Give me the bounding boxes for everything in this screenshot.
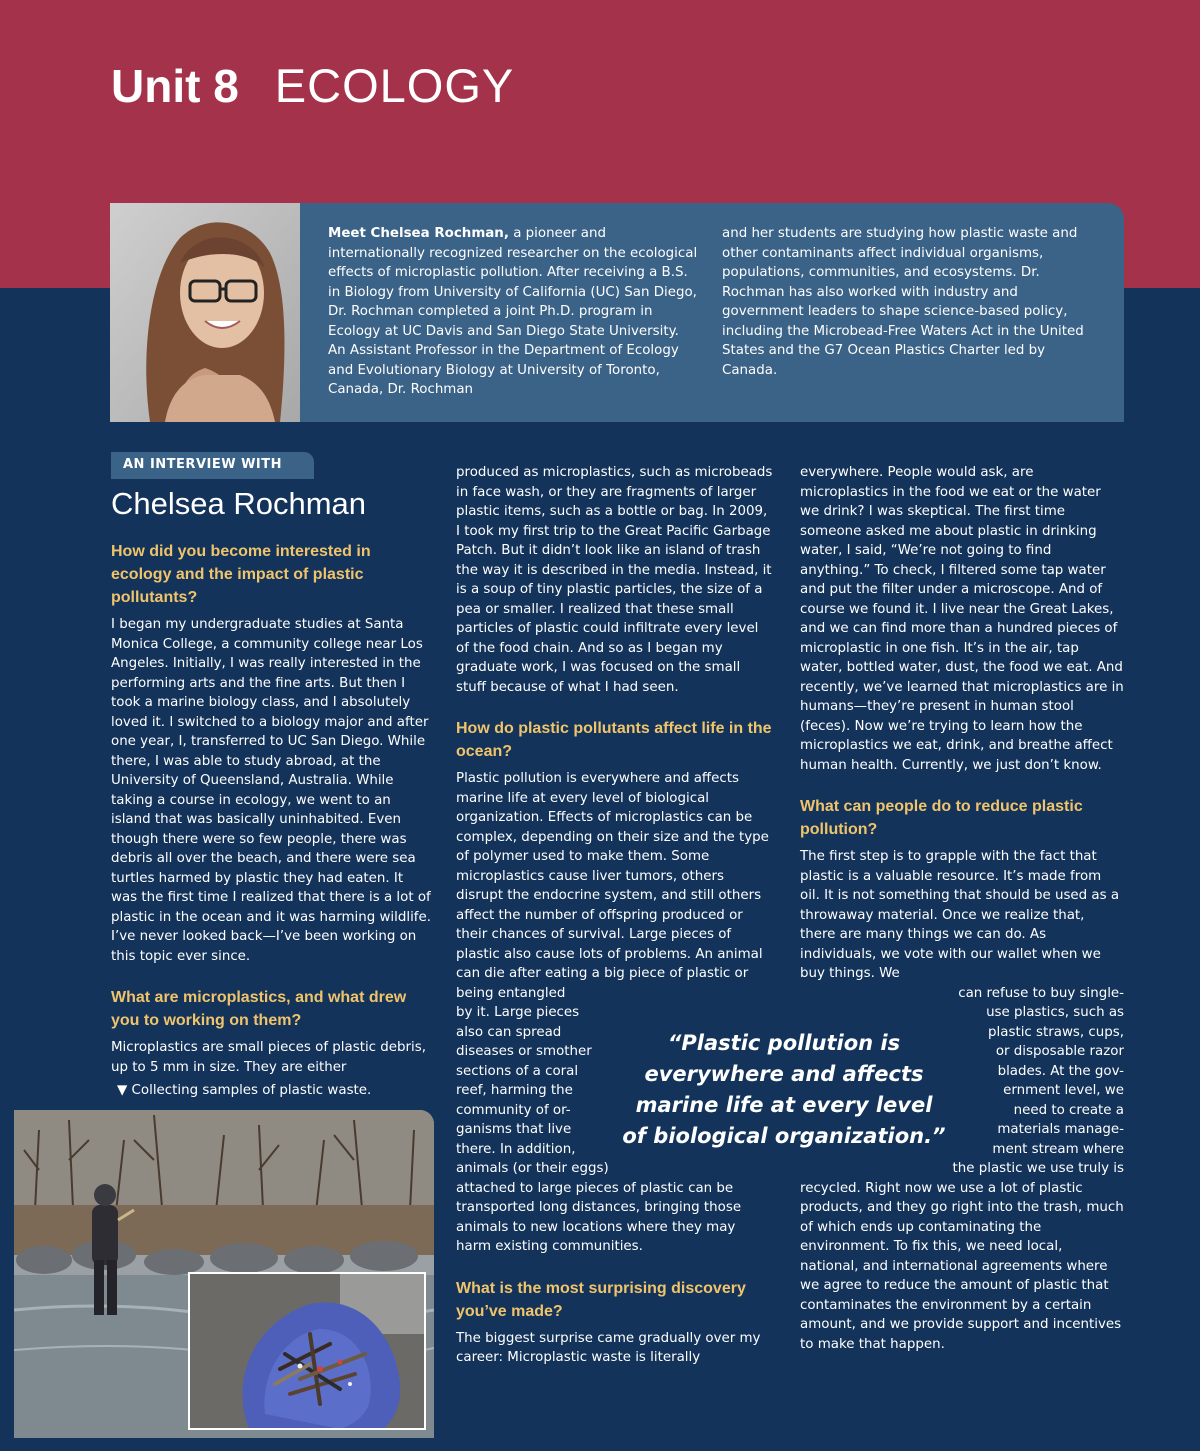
answer-2-part-1: Microplastics are small pieces of plastic debris, up to 5 mm in size. They are either bbox=[111, 1040, 426, 1075]
answer-3-wrap-line: reef, harming the bbox=[456, 1083, 573, 1098]
answer-3-wrap-line: sections of a coral bbox=[456, 1063, 579, 1079]
answer-5-wrap-line: plastic straws, cups, bbox=[988, 1024, 1124, 1040]
photo-caption: ▼ Collecting samples of plastic waste. bbox=[117, 1083, 372, 1098]
unit-name: ECOLOGY bbox=[274, 59, 515, 112]
answer-5-wrap-line: use plastics, such as bbox=[986, 1005, 1124, 1020]
bio-panel bbox=[110, 203, 1124, 422]
bio-text-column-1 bbox=[328, 224, 700, 400]
answer-3-wrap-line: by it. Large pieces bbox=[456, 1005, 580, 1020]
answer-4-part-1: The biggest surprise came gradually over my career: Microplastic waste is literally bbox=[456, 1330, 761, 1365]
question-2: What are microplastics, and what drew you to working on them? bbox=[111, 989, 407, 1029]
answer-1: I began my undergraduate studies at Santa Monica College, a community college near Los Angeles. Initially, I was really interested in the performing arts and the fine arts. But then I took a marine biology class, and I absolutely loved it. I switched to a biology major and after one year, I, transferred to UC San Diego. While there, I was able to study abroad, at the University of Queensland, Australia. While taking a course in ecology, we went to an island that was basically uninhabited. Even though there were so few people, there was debris all over the beach, and there were sea turtles harmed by plastic they had eaten. It was the first time I realized that there is a lot of plastic in the ocean and it was harming wildlife. I’ve never looked back—I’ve been working on this topic ever since. bbox=[111, 617, 432, 964]
bio-text-1: a pioneer and internationally recognized researcher on the ecological effects of microplastic pollution. After receiving a B.S. in Biology from University of California (UC) San Diego, Dr. Rochman completed a joint Ph.D. program in Ecology at UC Davis and San Diego State University. An Assistant Professor in the Department of Ecology and Evolutionary Biology at University of Toronto, Canada, Dr. Rochman bbox=[328, 226, 698, 397]
answer-5-wrap-line: can refuse to buy single- bbox=[958, 985, 1124, 1001]
answer-3-wrap-line: ganisms that live bbox=[456, 1122, 572, 1137]
question-3: How do plastic pollutants affect life in the ocean? bbox=[456, 720, 772, 760]
answer-3-wrap-line: also can spread bbox=[456, 1024, 562, 1040]
answer-5-wrap-line: ernment level, we bbox=[1003, 1083, 1124, 1098]
text-column-3 bbox=[800, 463, 1124, 1354]
answer-5-wrap-line: or disposable razor bbox=[995, 1044, 1124, 1059]
pull-quote: “Plastic pollution is everywhere and affects marine life at every level of biological organization.” bbox=[622, 1031, 946, 1148]
answer-2-part-2: produced as microplastics, such as microbeads in face wash, or they are fragments of larger plastic items, such as a bottle or bag. In 2009, I took my first trip to the Great Pacific Garbage Patch. But it didn’t look like an island of trash the way it is described in the media. Instead, it is a soup of tiny plastic particles, the size of a pea or smaller. I realized that these small particles of plastic could infiltrate every level of the food chain. And so as I began my graduate work, I was focused on the small stuff because of what I had seen. bbox=[456, 465, 773, 695]
unit-title bbox=[111, 58, 514, 113]
bio-lead: Meet Chelsea Rochman, bbox=[328, 226, 509, 241]
answer-4-part-2: everywhere. People would ask, are microplastics in the food we eat or the water we drink? I was skeptical. The first time someone asked me about plastic in drinking water, I said, “We’re not going to find anything.” To check, I filtered some tap water and put the filter under a microscope. And of course we found it. I live near the Great Lakes, and we can find more than a hundred pieces of microplastic in one fish. It’s in the air, tap water, bottled water, dust, the food we eat. And recently, we’ve learned that microplastics are in humans—they’re present in human stool (feces). Now we’re trying to learn how the microplastics we eat, drink, and breathe affect human health. Currently, we just don’t know. bbox=[800, 465, 1124, 773]
answer-3-part-3: attached to large pieces of plastic can be transported long distances, bringing those animals to new locations where they may harm existing communities. bbox=[456, 1180, 742, 1254]
answer-5-part-1: The first step is to grapple with the fact that plastic is a valuable resource. It’s made from oil. It is not something that should be used as a throwaway material. Once we realize that, there are many things we can do. As individuals, we vote with our wallet when we buy things. We bbox=[800, 849, 1120, 981]
answer-5-wrap-line: the plastic we use truly is bbox=[952, 1161, 1124, 1176]
answer-5-wrap-line: need to create a bbox=[1013, 1102, 1124, 1118]
answer-5-wrap-line: materials manage- bbox=[997, 1122, 1124, 1137]
answer-3-wrap-line: there. In addition, bbox=[456, 1141, 576, 1157]
plastic-samples-photo bbox=[188, 1272, 426, 1430]
unit-label: Unit 8 bbox=[111, 60, 239, 112]
answer-5-part-3: recycled. Right now we use a lot of plastic products, and they go right into the trash, much of which ends up contaminating the environment. To fix this, we need local, national, and international agreements where we agree to reduce the amount of plastic that contaminates the environment by a certain amount, and we provide support and incentives to make that happen. bbox=[800, 1180, 1124, 1352]
text-column-1 bbox=[111, 540, 433, 1077]
answer-5-wrap-line: ment stream where bbox=[992, 1141, 1124, 1157]
bio-text-column-2: and her students are studying how plastic waste and other contaminants affect individual organisms, populations, communities, and ecosystems. Dr. Rochman has also worked with industry and government leaders to shape science-based policy, including the Microbead-Free Waters Act in the United States and the G7 Ocean Plastics Charter led by Canada. bbox=[722, 226, 1084, 378]
interviewee-name: Chelsea Rochman bbox=[111, 486, 367, 521]
answer-3-part-1: Plastic pollution is everywhere and affects marine life at every level of biological organization. Effects of microplastics can be complex, depending on their size and the type of polymer used to make them. Some microplastics cause liver tumors, others disrupt the endocrine system, and still others affect the number of offspring produced or their chances of survival. Large pieces of plastic also cause lots of problems. An animal can die after eating a big piece of plastic or being entangled bbox=[456, 771, 769, 1001]
answer-3-wrap-line: animals (or their eggs) bbox=[456, 1161, 609, 1176]
answer-5-wrap-lines bbox=[800, 984, 1124, 1179]
question-4: What is the most surprising discovery you’ve made? bbox=[456, 1279, 746, 1320]
text-column-2 bbox=[456, 463, 774, 1368]
interview-tag: AN INTERVIEW WITH bbox=[111, 452, 314, 479]
answer-3-wrap-line: diseases or smother bbox=[456, 1044, 592, 1059]
question-1: How did you become interested in ecology and the impact of plastic pollutants? bbox=[111, 543, 371, 606]
answer-3-wrap-line: community of or- bbox=[456, 1102, 571, 1118]
portrait-photo bbox=[110, 203, 300, 422]
answer-5-wrap-line: blades. At the gov- bbox=[997, 1063, 1124, 1079]
question-5: What can people do to reduce plastic pollution? bbox=[800, 798, 1083, 838]
